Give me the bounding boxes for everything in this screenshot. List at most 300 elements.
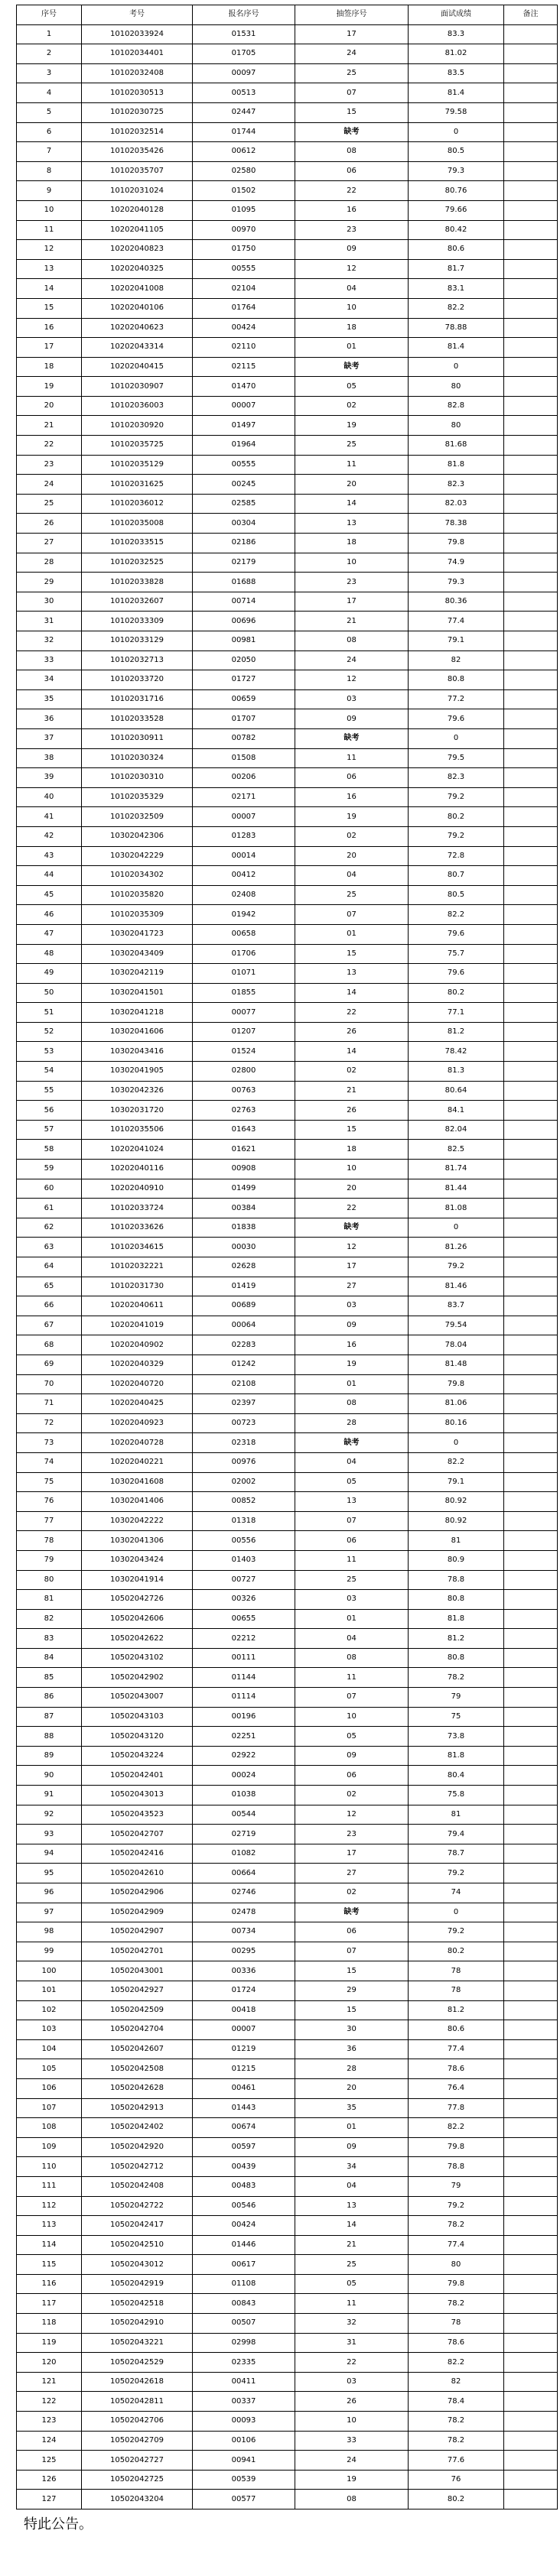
cell-exam-number: 10102035129 xyxy=(82,455,193,475)
cell-interview-score: 80.8 xyxy=(409,1648,504,1668)
cell-interview-score: 81.02 xyxy=(409,44,504,64)
cell-registration-number: 01470 xyxy=(193,377,295,397)
cell-exam-number: 10302043409 xyxy=(82,944,193,964)
cell-registration-number: 00659 xyxy=(193,689,295,709)
cell-seq: 37 xyxy=(17,728,82,748)
cell-registration-number: 01942 xyxy=(193,905,295,925)
cell-remarks xyxy=(504,924,558,944)
table-row xyxy=(17,63,558,83)
cell-seq: 40 xyxy=(17,787,82,807)
cell-interview-score: 82.2 xyxy=(409,905,504,925)
cell-draw-number: 02 xyxy=(295,1883,409,1903)
table-row xyxy=(17,1199,558,1218)
cell-remarks xyxy=(504,1531,558,1551)
cell-seq: 15 xyxy=(17,298,82,318)
cell-exam-number: 10202040623 xyxy=(82,318,193,338)
cell-exam-number: 10102030310 xyxy=(82,768,193,788)
cell-interview-score: 80.2 xyxy=(409,983,504,1003)
cell-seq: 77 xyxy=(17,1511,82,1531)
cell-draw-number: 01 xyxy=(295,924,409,944)
cell-remarks xyxy=(504,142,558,162)
cell-registration-number: 01524 xyxy=(193,1042,295,1062)
table-row xyxy=(17,1942,558,1961)
cell-registration-number: 00689 xyxy=(193,1296,295,1316)
cell-remarks xyxy=(504,1081,558,1101)
cell-draw-number: 17 xyxy=(295,1257,409,1277)
cell-remarks xyxy=(504,2470,558,2490)
table-row xyxy=(17,964,558,984)
table-row xyxy=(17,768,558,788)
cell-interview-score: 81.8 xyxy=(409,455,504,475)
cell-draw-number: 19 xyxy=(295,1355,409,1374)
cell-draw-number: 14 xyxy=(295,983,409,1003)
cell-remarks xyxy=(504,2137,558,2157)
cell-exam-number: 10102034615 xyxy=(82,1238,193,1257)
cell-remarks xyxy=(504,1903,558,1922)
cell-interview-score: 82.04 xyxy=(409,1120,504,1140)
table-row xyxy=(17,1786,558,1805)
cell-interview-score: 79.5 xyxy=(409,748,504,768)
cell-seq: 88 xyxy=(17,1727,82,1747)
table-row xyxy=(17,1042,558,1062)
cell-draw-number: 11 xyxy=(295,455,409,475)
cell-interview-score: 80.8 xyxy=(409,670,504,690)
cell-registration-number: 01744 xyxy=(193,122,295,142)
table-row xyxy=(17,748,558,768)
cell-remarks xyxy=(504,2176,558,2196)
cell-registration-number: 00064 xyxy=(193,1316,295,1335)
table-row xyxy=(17,279,558,299)
cell-seq: 76 xyxy=(17,1492,82,1512)
cell-remarks xyxy=(504,728,558,748)
cell-interview-score: 75.8 xyxy=(409,1786,504,1805)
table-row xyxy=(17,1903,558,1922)
cell-interview-score: 78.7 xyxy=(409,1844,504,1864)
header-seq: 序号 xyxy=(17,5,82,25)
cell-interview-score: 82.2 xyxy=(409,2118,504,2138)
table-row xyxy=(17,122,558,142)
cell-draw-number: 21 xyxy=(295,1081,409,1101)
cell-draw-number: 07 xyxy=(295,905,409,925)
cell-registration-number: 01419 xyxy=(193,1277,295,1296)
cell-exam-number: 10102030324 xyxy=(82,748,193,768)
cell-remarks xyxy=(504,2098,558,2118)
cell-interview-score: 80.5 xyxy=(409,142,504,162)
cell-registration-number: 00206 xyxy=(193,768,295,788)
cell-remarks xyxy=(504,338,558,358)
cell-draw-number: 14 xyxy=(295,494,409,514)
cell-interview-score: 80.92 xyxy=(409,1511,504,1531)
cell-draw-number: 27 xyxy=(295,1277,409,1296)
cell-exam-number: 10502042417 xyxy=(82,2216,193,2236)
cell-remarks xyxy=(504,1355,558,1374)
cell-draw-number: 22 xyxy=(295,1199,409,1218)
cell-registration-number: 02115 xyxy=(193,357,295,377)
cell-remarks xyxy=(504,1472,558,1492)
cell-seq: 109 xyxy=(17,2137,82,2157)
cell-interview-score: 75.7 xyxy=(409,944,504,964)
cell-exam-number: 10502042727 xyxy=(82,2451,193,2471)
cell-interview-score: 77.6 xyxy=(409,2451,504,2471)
cell-interview-score: 81.48 xyxy=(409,1355,504,1374)
cell-draw-number: 14 xyxy=(295,1042,409,1062)
table-header-row xyxy=(17,5,558,25)
table-row xyxy=(17,534,558,553)
cell-remarks xyxy=(504,44,558,64)
cell-exam-number: 10502043224 xyxy=(82,1746,193,1766)
cell-seq: 78 xyxy=(17,1531,82,1551)
cell-seq: 13 xyxy=(17,259,82,279)
cell-interview-score: 81.2 xyxy=(409,1022,504,1042)
table-row xyxy=(17,2451,558,2471)
cell-interview-score: 79.2 xyxy=(409,1257,504,1277)
table-row xyxy=(17,396,558,416)
cell-interview-score: 77.4 xyxy=(409,2039,504,2059)
table-row xyxy=(17,338,558,358)
cell-registration-number: 00014 xyxy=(193,846,295,866)
cell-remarks xyxy=(504,2216,558,2236)
cell-seq: 118 xyxy=(17,2314,82,2334)
cell-exam-number: 10202040425 xyxy=(82,1394,193,1414)
cell-draw-number: 22 xyxy=(295,1003,409,1023)
cell-remarks xyxy=(504,1844,558,1864)
cell-interview-score: 79.8 xyxy=(409,2274,504,2294)
cell-exam-number: 10202040902 xyxy=(82,1335,193,1355)
cell-seq: 85 xyxy=(17,1668,82,1688)
cell-draw-number: 24 xyxy=(295,44,409,64)
cell-exam-number: 10502043102 xyxy=(82,1648,193,1668)
cell-interview-score: 81.2 xyxy=(409,2000,504,2020)
cell-draw-number: 02 xyxy=(295,1786,409,1805)
table-row xyxy=(17,1472,558,1492)
table-row xyxy=(17,1218,558,1238)
cell-draw-number: 01 xyxy=(295,1609,409,1629)
cell-seq: 1 xyxy=(17,24,82,44)
cell-registration-number: 00424 xyxy=(193,2216,295,2236)
cell-interview-score: 77.2 xyxy=(409,689,504,709)
cell-draw-number: 08 xyxy=(295,631,409,651)
cell-remarks xyxy=(504,1277,558,1296)
cell-interview-score: 80 xyxy=(409,2255,504,2275)
cell-registration-number: 00077 xyxy=(193,1003,295,1023)
cell-remarks xyxy=(504,1433,558,1453)
cell-draw-number: 21 xyxy=(295,2235,409,2255)
cell-registration-number: 01705 xyxy=(193,44,295,64)
table-row xyxy=(17,2490,558,2509)
closing-notice: 特此公告。 xyxy=(24,2516,93,2532)
cell-registration-number: 00483 xyxy=(193,2176,295,2196)
cell-remarks xyxy=(504,102,558,122)
cell-draw-number: 16 xyxy=(295,787,409,807)
table-row xyxy=(17,2196,558,2216)
cell-exam-number: 10302041406 xyxy=(82,1492,193,1512)
cell-interview-score: 74 xyxy=(409,1883,504,1903)
cell-remarks xyxy=(504,2255,558,2275)
cell-registration-number: 01443 xyxy=(193,2098,295,2118)
cell-remarks xyxy=(504,1003,558,1023)
cell-interview-score: 80.16 xyxy=(409,1413,504,1433)
cell-remarks xyxy=(504,1629,558,1649)
table-row xyxy=(17,2353,558,2373)
cell-draw-number: 07 xyxy=(295,1942,409,1961)
cell-registration-number: 01114 xyxy=(193,1688,295,1708)
cell-seq: 31 xyxy=(17,612,82,631)
cell-draw-number: 03 xyxy=(295,2372,409,2392)
cell-seq: 54 xyxy=(17,1062,82,1082)
cell-exam-number: 10502043001 xyxy=(82,1961,193,1981)
cell-registration-number: 02397 xyxy=(193,1394,295,1414)
cell-seq: 100 xyxy=(17,1961,82,1981)
cell-seq: 96 xyxy=(17,1883,82,1903)
cell-interview-score: 73.8 xyxy=(409,1727,504,1747)
table-row xyxy=(17,2333,558,2353)
cell-registration-number: 00439 xyxy=(193,2157,295,2177)
cell-registration-number: 00577 xyxy=(193,2490,295,2509)
header-remarks: 备注 xyxy=(504,5,558,25)
table-row xyxy=(17,200,558,220)
cell-draw-number: 08 xyxy=(295,2490,409,2509)
table-row xyxy=(17,1688,558,1708)
cell-draw-number: 21 xyxy=(295,612,409,631)
table-row xyxy=(17,2118,558,2138)
cell-exam-number: 10202040728 xyxy=(82,1433,193,1453)
cell-draw-number: 28 xyxy=(295,1413,409,1433)
cell-draw-number: 03 xyxy=(295,1296,409,1316)
cell-interview-score: 79.58 xyxy=(409,102,504,122)
cell-seq: 83 xyxy=(17,1629,82,1649)
cell-registration-number: 00555 xyxy=(193,259,295,279)
cell-draw-number: 28 xyxy=(295,2059,409,2079)
cell-draw-number: 缺考 xyxy=(295,1433,409,1453)
cell-remarks xyxy=(504,631,558,651)
table-row xyxy=(17,1101,558,1121)
cell-draw-number: 13 xyxy=(295,1492,409,1512)
cell-interview-score: 78.2 xyxy=(409,2412,504,2432)
cell-registration-number: 00539 xyxy=(193,2470,295,2490)
cell-remarks xyxy=(504,787,558,807)
cell-remarks xyxy=(504,318,558,338)
header-exam-number: 考号 xyxy=(82,5,193,25)
cell-exam-number: 10502042628 xyxy=(82,2078,193,2098)
cell-exam-number: 10502043204 xyxy=(82,2490,193,2509)
cell-remarks xyxy=(504,2157,558,2177)
cell-interview-score: 79.1 xyxy=(409,1472,504,1492)
cell-registration-number: 00617 xyxy=(193,2255,295,2275)
cell-exam-number: 10102033828 xyxy=(82,573,193,592)
cell-remarks xyxy=(504,1394,558,1414)
cell-draw-number: 11 xyxy=(295,2294,409,2314)
table-row xyxy=(17,240,558,260)
table-row xyxy=(17,728,558,748)
cell-remarks xyxy=(504,200,558,220)
table-row xyxy=(17,612,558,631)
cell-registration-number: 00664 xyxy=(193,1864,295,1883)
cell-registration-number: 00763 xyxy=(193,1081,295,1101)
cell-registration-number: 00513 xyxy=(193,83,295,103)
cell-interview-score: 81.8 xyxy=(409,1609,504,1629)
cell-remarks xyxy=(504,689,558,709)
cell-interview-score: 81.08 xyxy=(409,1199,504,1218)
cell-exam-number: 10202040611 xyxy=(82,1296,193,1316)
cell-remarks xyxy=(504,1590,558,1610)
cell-remarks xyxy=(504,1864,558,1883)
cell-remarks xyxy=(504,83,558,103)
table-row xyxy=(17,2470,558,2490)
cell-draw-number: 20 xyxy=(295,1179,409,1199)
cell-interview-score: 83.5 xyxy=(409,63,504,83)
table-row xyxy=(17,1238,558,1257)
interview-results-table xyxy=(16,5,558,2509)
cell-interview-score: 79.3 xyxy=(409,573,504,592)
cell-exam-number: 10302042222 xyxy=(82,1511,193,1531)
cell-remarks xyxy=(504,24,558,44)
cell-draw-number: 缺考 xyxy=(295,728,409,748)
cell-registration-number: 00976 xyxy=(193,1452,295,1472)
cell-seq: 99 xyxy=(17,1942,82,1961)
cell-interview-score: 79 xyxy=(409,1688,504,1708)
cell-draw-number: 24 xyxy=(295,650,409,670)
cell-registration-number: 00304 xyxy=(193,514,295,534)
table-row xyxy=(17,455,558,475)
table-row xyxy=(17,2039,558,2059)
cell-exam-number: 10102030920 xyxy=(82,416,193,436)
cell-exam-number: 10102035820 xyxy=(82,885,193,905)
cell-draw-number: 11 xyxy=(295,1550,409,1570)
cell-seq: 86 xyxy=(17,1688,82,1708)
cell-seq: 120 xyxy=(17,2353,82,2373)
cell-remarks xyxy=(504,357,558,377)
cell-remarks xyxy=(504,1042,558,1062)
cell-interview-score: 82.3 xyxy=(409,768,504,788)
table-row xyxy=(17,2157,558,2177)
cell-remarks xyxy=(504,885,558,905)
cell-interview-score: 84.1 xyxy=(409,1101,504,1121)
cell-interview-score: 80.9 xyxy=(409,1550,504,1570)
cell-registration-number: 00461 xyxy=(193,2078,295,2098)
cell-exam-number: 10202041008 xyxy=(82,279,193,299)
cell-interview-score: 78.2 xyxy=(409,2431,504,2451)
cell-exam-number: 10202043314 xyxy=(82,338,193,358)
cell-seq: 66 xyxy=(17,1296,82,1316)
table-row xyxy=(17,377,558,397)
cell-draw-number: 15 xyxy=(295,944,409,964)
cell-registration-number: 00970 xyxy=(193,220,295,240)
cell-seq: 116 xyxy=(17,2274,82,2294)
cell-registration-number: 01855 xyxy=(193,983,295,1003)
cell-draw-number: 22 xyxy=(295,2353,409,2373)
cell-registration-number: 00007 xyxy=(193,396,295,416)
cell-remarks xyxy=(504,2196,558,2216)
cell-seq: 8 xyxy=(17,161,82,181)
cell-exam-number: 10502043007 xyxy=(82,1688,193,1708)
cell-draw-number: 06 xyxy=(295,768,409,788)
cell-seq: 94 xyxy=(17,1844,82,1864)
cell-interview-score: 76.4 xyxy=(409,2078,504,2098)
cell-registration-number: 00097 xyxy=(193,63,295,83)
cell-registration-number: 02251 xyxy=(193,1727,295,1747)
cell-seq: 64 xyxy=(17,1257,82,1277)
cell-registration-number: 02478 xyxy=(193,1903,295,1922)
cell-interview-score: 80.5 xyxy=(409,885,504,905)
cell-exam-number: 10102033924 xyxy=(82,24,193,44)
cell-draw-number: 02 xyxy=(295,396,409,416)
cell-registration-number: 00007 xyxy=(193,807,295,827)
cell-interview-score: 80.4 xyxy=(409,1766,504,1786)
cell-seq: 70 xyxy=(17,1374,82,1394)
cell-draw-number: 13 xyxy=(295,2196,409,2216)
cell-remarks xyxy=(504,494,558,514)
cell-seq: 73 xyxy=(17,1433,82,1453)
cell-registration-number: 02171 xyxy=(193,787,295,807)
cell-exam-number: 10502042902 xyxy=(82,1668,193,1688)
cell-seq: 68 xyxy=(17,1335,82,1355)
table-row xyxy=(17,1140,558,1160)
cell-registration-number: 01838 xyxy=(193,1218,295,1238)
table-row xyxy=(17,161,558,181)
cell-exam-number: 10502042618 xyxy=(82,2372,193,2392)
cell-draw-number: 20 xyxy=(295,846,409,866)
cell-seq: 32 xyxy=(17,631,82,651)
cell-registration-number: 00544 xyxy=(193,1805,295,1825)
cell-remarks xyxy=(504,2000,558,2020)
cell-interview-score: 79 xyxy=(409,2176,504,2196)
cell-seq: 51 xyxy=(17,1003,82,1023)
cell-remarks xyxy=(504,1296,558,1316)
table-row xyxy=(17,1277,558,1296)
cell-draw-number: 36 xyxy=(295,2039,409,2059)
cell-draw-number: 缺考 xyxy=(295,1903,409,1922)
cell-draw-number: 27 xyxy=(295,1864,409,1883)
cell-interview-score: 77.4 xyxy=(409,612,504,631)
table-row xyxy=(17,924,558,944)
cell-draw-number: 25 xyxy=(295,2255,409,2275)
table-row xyxy=(17,83,558,103)
cell-seq: 104 xyxy=(17,2039,82,2059)
cell-seq: 114 xyxy=(17,2235,82,2255)
cell-registration-number: 00418 xyxy=(193,2000,295,2020)
table-row xyxy=(17,2059,558,2079)
cell-remarks xyxy=(504,1218,558,1238)
cell-exam-number: 10502042704 xyxy=(82,2020,193,2040)
table-row xyxy=(17,1003,558,1023)
cell-interview-score: 72.8 xyxy=(409,846,504,866)
cell-draw-number: 缺考 xyxy=(295,1218,409,1238)
cell-remarks xyxy=(504,2294,558,2314)
table-row xyxy=(17,1961,558,1981)
cell-remarks xyxy=(504,866,558,886)
cell-remarks xyxy=(504,1727,558,1747)
cell-interview-score: 0 xyxy=(409,1903,504,1922)
cell-remarks xyxy=(504,298,558,318)
cell-interview-score: 0 xyxy=(409,1218,504,1238)
cell-draw-number: 11 xyxy=(295,748,409,768)
cell-registration-number: 00093 xyxy=(193,2412,295,2432)
cell-registration-number: 02580 xyxy=(193,161,295,181)
cell-registration-number: 01283 xyxy=(193,826,295,846)
cell-remarks xyxy=(504,2078,558,2098)
cell-remarks xyxy=(504,1316,558,1335)
table-row xyxy=(17,573,558,592)
cell-seq: 126 xyxy=(17,2470,82,2490)
cell-exam-number: 10102032525 xyxy=(82,553,193,573)
cell-seq: 12 xyxy=(17,240,82,260)
table-row xyxy=(17,259,558,279)
cell-remarks xyxy=(504,377,558,397)
cell-exam-number: 10502042607 xyxy=(82,2039,193,2059)
cell-interview-score: 79.2 xyxy=(409,1922,504,1942)
cell-seq: 35 xyxy=(17,689,82,709)
cell-seq: 97 xyxy=(17,1903,82,1922)
